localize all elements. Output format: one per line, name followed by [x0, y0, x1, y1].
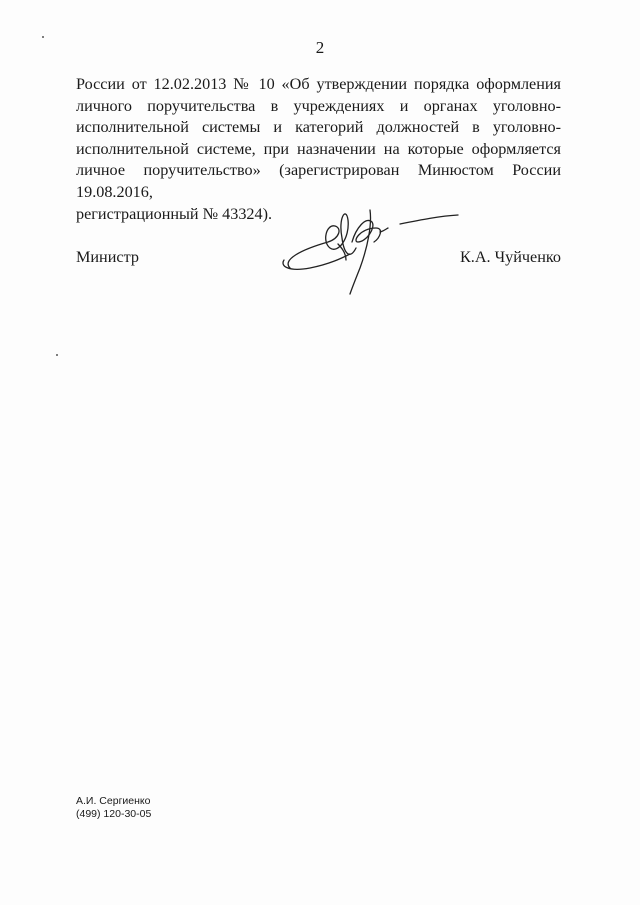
- handwritten-signature: [280, 198, 465, 298]
- body-line: исполнительной системе, при назначении на которые оформляется: [76, 139, 561, 158]
- scan-speck: [56, 354, 58, 356]
- body-line: личное поручительство» (зарегистрирован Минюстом России 19.08.2016,: [76, 161, 561, 201]
- body-line: регистрационный № 43324).: [76, 204, 273, 223]
- executor-name: А.И. Сергиенко: [76, 795, 151, 807]
- body-line: России от 12.02.2013 № 10 «Об утверждении порядка оформления: [76, 75, 561, 93]
- signer-name: К.А. Чуйченко: [459, 248, 561, 266]
- body-line: исполнительной системы и категорий должностей в уголовно-: [76, 118, 561, 137]
- body-line: личного поручительства в учреждениях и органах уголовно-: [76, 96, 561, 115]
- signer-title: Министр: [76, 248, 139, 266]
- executor-footer: [76, 795, 151, 821]
- executor-phone: (499) 120-30-05: [76, 808, 152, 820]
- page-number: 2: [315, 38, 325, 57]
- scan-speck: [42, 36, 44, 38]
